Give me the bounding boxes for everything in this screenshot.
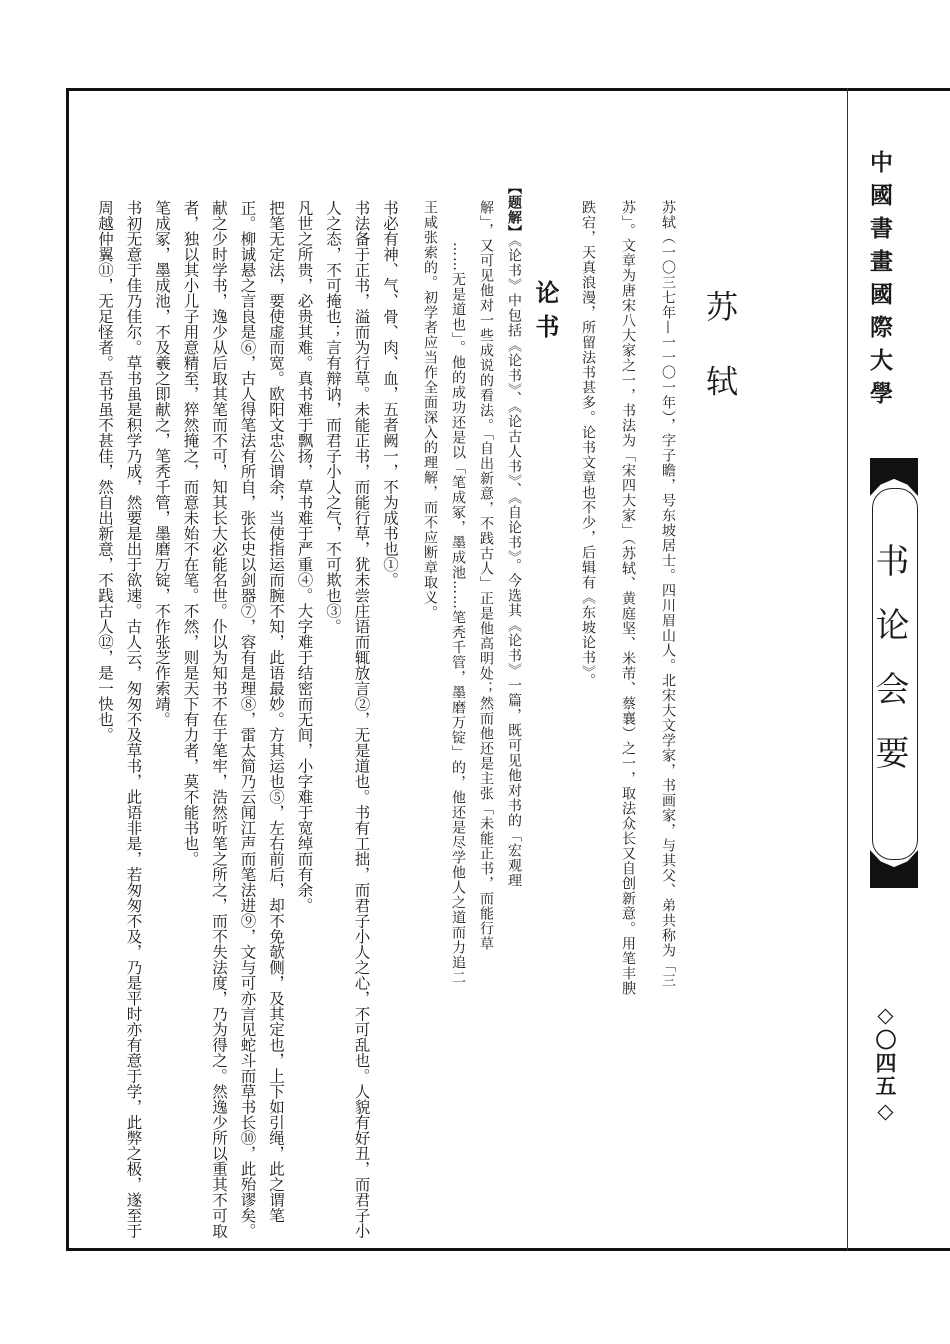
body-paragraph: 书初无意于佳乃佳尔。草书虽是积学乃成，然要是出于欲速。古人云，匆匆不及草书，此语非是，若匆匆不及，乃是平时亦有意于学，此弊之极，遂至于周越仲翼⑪，无足怪者。吾书虽不甚佳，然自出新意，不践古人⑫，是一快也。 [96, 200, 143, 1239]
body-paragraph: 书必有神、气、骨、肉、血，五者阙一，不为成书也①。 [381, 200, 399, 588]
body-paragraph: 书法备于正书，溢而为行草。未能正书，而能行草，犹未尝庄语而辄放言②，无是道也。书有工拙，而君子小人之心，不可乱也。人貌有好丑，而君子小人之态，不可掩也；言有辩讷，而君子小人之气，不可欺也③。 [324, 200, 371, 1239]
tijie-line: 解」，又可见他对一些成说的看法。「自出新意，不践古人」正是他高明处；然而他还是主张「未能正书，而能行草 [478, 200, 494, 951]
tijie-line: ……无是道也」。他的成功还是以「笔成冢，墨成池……笔秃千管，墨磨万锭」的，他还是尽学他人之道而力追二 [450, 242, 466, 985]
author-bio-line: 跌宕，天真浪漫，所留法书甚多。论书文章也不少，后辑有《东坡论书》。 [580, 200, 596, 688]
body-paragraph: 笔成冢，墨成池，不及羲之即献之，笔秃千管，墨磨万锭，不作张芝作索靖。 [153, 200, 171, 727]
page-frame-bottom [66, 1248, 950, 1251]
main-text [96, 180, 742, 1245]
tijie-text: 《论书》中包括《论书》、《论古人书》、《自论书》。今选其《论书》一篇，既可见他对书的「宏观理 [506, 240, 522, 888]
tijie-line [500, 180, 528, 1245]
body-paragraph: 把笔无定法，要使虚而宽。欧阳文忠公谓余，当使指运而腕不知，此语最妙。方其运也⑤，左右前后，却不免欹侧，及其定也，上下如引绳，此之谓笔正。柳诚悬之言良是⑥，古人得笔法有所自，张长史以剑器⑦，容有是理⑧，雷太简乃云闻江声而笔法进⑨，文与可亦言见蛇斗而草书长⑩，此殆谬矣。 [238, 200, 285, 1239]
author-bio-line: 苏」。文章为唐宋八大家之一，书法为「宋四大家」（苏轼、黄庭坚、米芾、蔡襄）之一，取法众长又自创新意。用笔丰腴 [620, 200, 636, 996]
tijie-label: 【题解】 [506, 180, 522, 240]
page-frame-left [66, 88, 69, 1251]
author-heading: 苏 轼 [701, 290, 739, 413]
book-title-cartouche [854, 458, 934, 888]
page-number: ◇〇四五◇ [873, 1002, 898, 1125]
body-paragraph: 凡世之所贵，必贵其难。真书难于飘扬，草书难于严重④。大字难于结密而无间，小字难于宽绰而有余。 [295, 200, 314, 913]
page-frame-top [66, 88, 950, 91]
tijie-line: 王咸张索的。初学者应当作全面深入的理解，而不应断章取义。 [422, 200, 438, 620]
book-title: 书论会要 [869, 543, 909, 799]
author-bio-line: 苏轼（一〇三七年—一一〇一年），字子瞻，号东坡居士。四川眉山人。北宋大文学家，书画家，与其父、弟共称为「三 [660, 200, 676, 988]
body-paragraph: 献之少时学书，逸少从后取其笔而不可，知其长大必能名世。仆以为知书不在于笔牢，浩然听笔之所之，而不失法度，乃为得之。然逸少所以重其不可取者，独以其小儿子用意精至，猝然掩之，而意未始不在笔。不然，则是天下有力者，莫不能书也。 [181, 200, 228, 1239]
margin-divider [847, 88, 848, 1251]
section-title: 论书 [531, 280, 560, 348]
university-name: 中國書畫國際大學 [866, 150, 893, 414]
